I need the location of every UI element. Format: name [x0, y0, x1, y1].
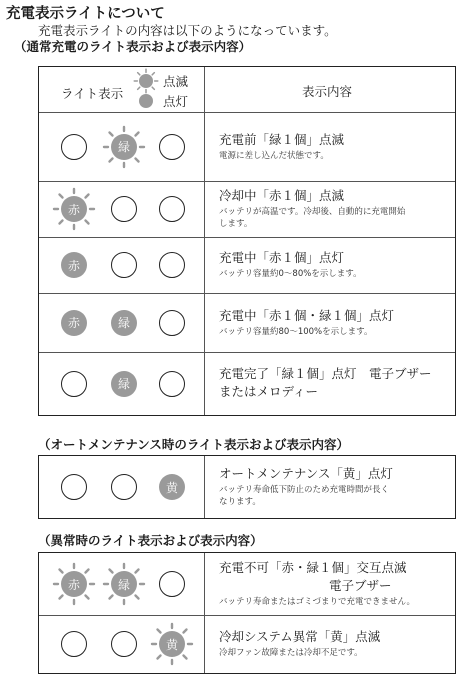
section-heading-abnormal: （異常時のライト表示および表示内容） [38, 533, 263, 548]
row-sub-text: 電源に差し込んだ状態です。 [219, 150, 329, 161]
indicator-light-off [61, 371, 87, 397]
indicator-light-off [61, 474, 87, 500]
intro-text: 充電表示ライトの内容は以下のようになっています。 [38, 23, 337, 38]
normal-charging-table [38, 66, 456, 416]
row-sub-text: します。 [219, 219, 253, 229]
indicator-light-off [159, 571, 185, 597]
indicator-light-off [159, 371, 185, 397]
row-main-text: 充電完了「緑１個」点灯 電子ブザー [219, 365, 432, 381]
maintenance-table [38, 455, 456, 519]
indicator-light-blinking [61, 571, 87, 597]
row-main-text: 冷却システム異常「黄」点滅 [219, 629, 381, 644]
section-heading-normal: （通常充電のライト表示および表示内容） [14, 39, 252, 54]
row-sub-text: バッテリ寿命低下防止のため充電時間が長く [219, 485, 390, 495]
row-divider [39, 181, 455, 182]
header-light-display: ライト表示 [61, 86, 124, 101]
indicator-light-off [61, 631, 87, 657]
indicator-light-lit [61, 310, 87, 336]
row-divider [39, 237, 455, 238]
row-sub-text: なります。 [219, 497, 261, 507]
row-sub-text: バッテリ容量約0〜80%を示します。 [219, 269, 362, 279]
indicator-light-blinking [111, 571, 137, 597]
lit-legend-icon [139, 94, 153, 108]
indicator-light-off [159, 134, 185, 160]
row-main-text: またはメロディー [219, 383, 319, 399]
row-sub-text: バッテリが高温です。冷却後、自動的に充電開始 [219, 207, 406, 217]
legend-blink-label: 点滅 [163, 74, 189, 89]
indicator-light-off [159, 196, 185, 222]
row-divider [39, 352, 455, 353]
header-display-content: 表示内容 [302, 84, 353, 99]
light-color-label: 緑 [117, 377, 130, 391]
indicator-light-off [159, 252, 185, 278]
indicator-light-off [61, 134, 87, 160]
indicator-light-blinking [61, 196, 87, 222]
light-color-label: 赤 [67, 577, 80, 592]
indicator-light-lit [159, 474, 185, 500]
indicator-light-blinking [111, 134, 137, 160]
column-divider [204, 553, 205, 673]
row-main-text: 充電中「赤１個」点灯 [219, 250, 345, 265]
light-color-label: 緑 [117, 140, 130, 154]
page-title: 充電表示ライトについて [6, 6, 165, 22]
indicator-light-off [159, 310, 185, 336]
row-main-text: 電子ブザー [329, 578, 392, 593]
row-main-text: 冷却中「赤１個」点滅 [219, 188, 345, 203]
light-color-label: 赤 [67, 258, 80, 273]
row-main-text: 充電不可「赤・緑１個」交互点滅 [219, 560, 407, 575]
row-main-text: 充電中「赤１個・緑１個」点灯 [219, 307, 395, 323]
light-color-label: 黄 [165, 637, 178, 652]
header-divider [39, 112, 455, 113]
indicator-light-off [111, 474, 137, 500]
column-divider [204, 67, 205, 415]
row-divider [39, 615, 455, 616]
indicator-light-off [111, 252, 137, 278]
light-color-label: 赤 [67, 316, 80, 330]
row-main-text: 充電前「緑１個」点滅 [219, 131, 345, 147]
row-main-text: オートメンテナンス「黄」点灯 [219, 466, 393, 481]
indicator-light-lit [111, 310, 137, 336]
row-divider [39, 293, 455, 294]
indicator-light-blinking [159, 631, 185, 657]
blink-rays-icon [133, 68, 159, 94]
indicator-light-lit [61, 252, 87, 278]
blink-legend-icon [139, 74, 153, 88]
indicator-light-lit [111, 371, 137, 397]
light-color-label: 黄 [165, 480, 178, 495]
abnormal-table [38, 552, 456, 674]
row-sub-text: バッテリ寿命またはゴミづまりで充電できません。 [219, 597, 416, 607]
row-sub-text: 冷却ファン故障または冷却不足です。 [219, 648, 363, 658]
light-color-label: 緑 [117, 316, 130, 330]
light-color-label: 赤 [67, 202, 80, 217]
section-heading-maintenance: （オートメンテナンス時のライト表示および表示内容） [38, 437, 350, 452]
light-color-label: 緑 [117, 577, 130, 592]
indicator-light-off [111, 196, 137, 222]
row-sub-text: バッテリ容量約80〜100%を示します。 [219, 326, 373, 337]
indicator-light-off [111, 631, 137, 657]
column-divider [204, 456, 205, 518]
legend-lit-label: 点灯 [163, 94, 189, 109]
